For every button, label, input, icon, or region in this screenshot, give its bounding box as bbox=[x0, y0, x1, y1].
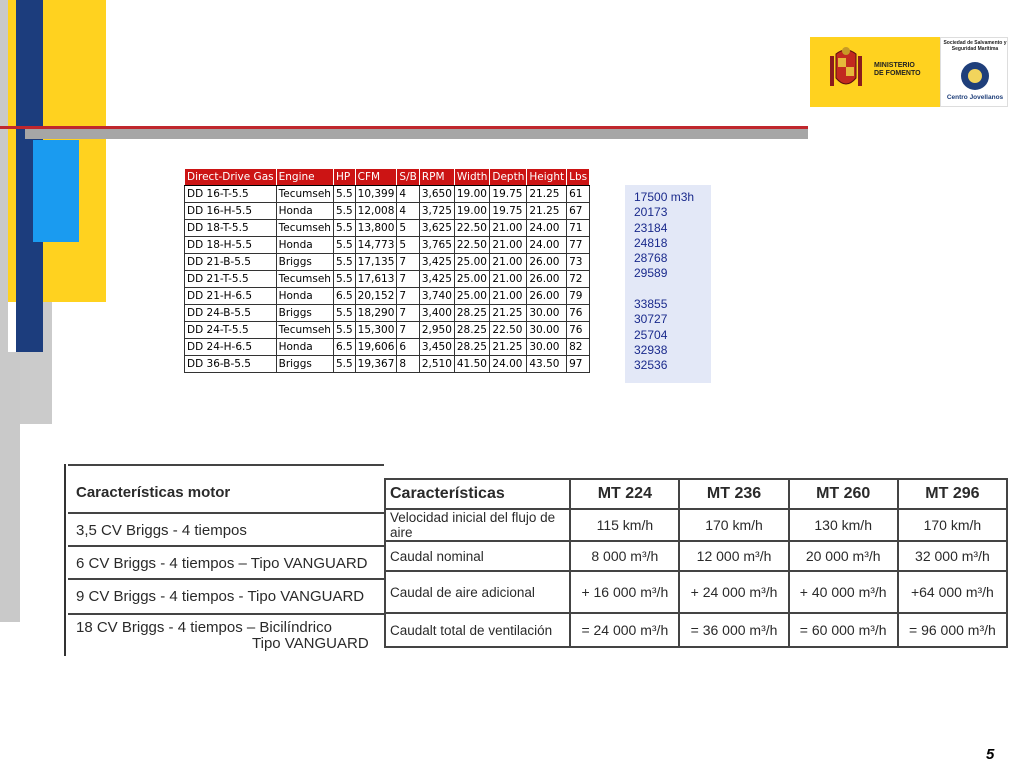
fan-table-cell: DD 24-H-6.5 bbox=[185, 339, 277, 356]
fan-table-header-cell: S/B bbox=[397, 169, 419, 186]
spec-value-cell: + 24 000 m³/h bbox=[679, 571, 788, 613]
fan-table-cell: 3,450 bbox=[419, 339, 454, 356]
fan-table-cell: 73 bbox=[567, 254, 590, 271]
spec-header-label: Características bbox=[385, 479, 570, 509]
motor-row: 6 CV Briggs - 4 tiempos – Tipo VANGUARD bbox=[68, 549, 384, 580]
motor-row: 3,5 CV Briggs - 4 tiempos bbox=[68, 516, 384, 547]
fan-table-row bbox=[185, 186, 590, 203]
fan-table-row bbox=[185, 339, 590, 356]
m3h-value: 30727 bbox=[634, 312, 668, 327]
m3h-value: 29589 bbox=[634, 266, 668, 281]
fan-table-cell: 30.00 bbox=[527, 305, 567, 322]
fan-table-header-cell: HP bbox=[333, 169, 355, 186]
fan-table-cell: 5.5 bbox=[333, 322, 355, 339]
fan-table-cell: 8 bbox=[397, 356, 419, 373]
m3h-value: 23184 bbox=[634, 220, 668, 235]
fan-table-cell: 25.00 bbox=[454, 288, 490, 305]
fan-table-cell: 4 bbox=[397, 203, 419, 220]
fan-table-cell: 5.5 bbox=[333, 356, 355, 373]
fan-table-header-cell: Engine bbox=[276, 169, 333, 186]
fan-table-cell: Briggs bbox=[276, 254, 333, 271]
fan-table-cell: 19.00 bbox=[454, 186, 490, 203]
fan-table-cell: Tecumseh bbox=[276, 322, 333, 339]
fan-table-header-cell: Lbs bbox=[567, 169, 590, 186]
fan-table-cell: 76 bbox=[567, 322, 590, 339]
fan-table-cell: 19.75 bbox=[490, 186, 527, 203]
m3h-value: 28768 bbox=[634, 251, 668, 266]
spec-table-row bbox=[385, 509, 1007, 541]
header-gray-rule bbox=[25, 129, 808, 139]
spec-value-cell: 170 km/h bbox=[898, 509, 1007, 541]
decor-gray-lower-band bbox=[0, 352, 20, 622]
fan-table-cell: DD 24-T-5.5 bbox=[185, 322, 277, 339]
fan-table-cell: 22.50 bbox=[454, 220, 490, 237]
fan-table-cell: 26.00 bbox=[527, 271, 567, 288]
fan-table-cell: 21.25 bbox=[527, 203, 567, 220]
spec-table-row bbox=[385, 571, 1007, 613]
fan-table-cell: 6.5 bbox=[333, 288, 355, 305]
spec-value-cell: = 96 000 m³/h bbox=[898, 613, 1007, 647]
fan-table-cell: 21.25 bbox=[527, 186, 567, 203]
fan-table-cell: Tecumseh bbox=[276, 271, 333, 288]
fan-table-cell: 3,725 bbox=[419, 203, 454, 220]
spec-value-cell: + 16 000 m³/h bbox=[570, 571, 679, 613]
decor-yellow-strip bbox=[8, 0, 16, 302]
spec-value-cell: +64 000 m³/h bbox=[898, 571, 1007, 613]
fan-table-cell: DD 16-T-5.5 bbox=[185, 186, 277, 203]
fan-table-cell: DD 16-H-5.5 bbox=[185, 203, 277, 220]
motor-row: 9 CV Briggs - 4 tiempos - Tipo VANGUARD bbox=[68, 582, 384, 615]
fan-table-cell: 3,425 bbox=[419, 254, 454, 271]
fan-table-cell: 5.5 bbox=[333, 254, 355, 271]
spec-header-model: MT 296 bbox=[898, 479, 1007, 509]
fan-table-cell: 12,008 bbox=[355, 203, 397, 220]
fan-table-cell: 5.5 bbox=[333, 271, 355, 288]
fan-table-cell: 3,400 bbox=[419, 305, 454, 322]
fan-table-cell: 7 bbox=[397, 288, 419, 305]
fan-table-header-row bbox=[185, 169, 590, 186]
salvamento-emblem-icon bbox=[961, 62, 989, 90]
fan-table-header-cell: Width bbox=[454, 169, 490, 186]
center-name: Centro Jovellanos bbox=[946, 94, 1004, 101]
fan-table-header-cell: Depth bbox=[490, 169, 527, 186]
fan-table-cell: 21.00 bbox=[490, 271, 527, 288]
fan-table-row bbox=[185, 356, 590, 373]
m3h-value: 20173 bbox=[634, 205, 668, 220]
fan-table-cell: 17,135 bbox=[355, 254, 397, 271]
m3h-conversion-panel bbox=[625, 185, 711, 383]
fan-table-cell: Tecumseh bbox=[276, 220, 333, 237]
fan-table-cell: 2,950 bbox=[419, 322, 454, 339]
fan-table-cell: Honda bbox=[276, 237, 333, 254]
fan-table-cell: 43.50 bbox=[527, 356, 567, 373]
fan-table-cell: 24.00 bbox=[527, 237, 567, 254]
fan-table-cell: 97 bbox=[567, 356, 590, 373]
spec-value-cell: 170 km/h bbox=[679, 509, 788, 541]
fan-table-cell: 7 bbox=[397, 254, 419, 271]
fan-table-cell: DD 18-H-5.5 bbox=[185, 237, 277, 254]
fan-table-cell: 67 bbox=[567, 203, 590, 220]
fan-table-cell: DD 18-T-5.5 bbox=[185, 220, 277, 237]
fan-table-cell: Honda bbox=[276, 288, 333, 305]
fan-table-cell: DD 21-H-6.5 bbox=[185, 288, 277, 305]
spec-header-model: MT 224 bbox=[570, 479, 679, 509]
spec-row-label: Caudal nominal bbox=[385, 541, 570, 571]
m3h-value bbox=[634, 282, 694, 297]
fan-table-header-cell: CFM bbox=[355, 169, 397, 186]
coat-of-arms-icon bbox=[826, 46, 866, 94]
fan-table-cell: 6 bbox=[397, 339, 419, 356]
fan-table-row bbox=[185, 271, 590, 288]
fan-table-cell: 10,399 bbox=[355, 186, 397, 203]
fan-table-cell: 4 bbox=[397, 186, 419, 203]
fan-table-cell: Tecumseh bbox=[276, 186, 333, 203]
fan-table-cell: 28.25 bbox=[454, 339, 490, 356]
fan-table-cell: 24.00 bbox=[490, 356, 527, 373]
fan-table-cell: 21.25 bbox=[490, 305, 527, 322]
m3h-value: 32938 bbox=[634, 342, 668, 357]
spec-value-cell: 32 000 m³/h bbox=[898, 541, 1007, 571]
fan-table-cell: 17,613 bbox=[355, 271, 397, 288]
fan-table-row bbox=[185, 237, 590, 254]
spec-value-cell: 115 km/h bbox=[570, 509, 679, 541]
fan-table-cell: 3,625 bbox=[419, 220, 454, 237]
spec-header-model: MT 236 bbox=[679, 479, 788, 509]
fan-table-row bbox=[185, 220, 590, 237]
fan-table-cell: 26.00 bbox=[527, 288, 567, 305]
fan-table-cell: 28.25 bbox=[454, 322, 490, 339]
fan-table-row bbox=[185, 203, 590, 220]
scanned-spec-section bbox=[64, 462, 1008, 658]
fan-table-cell: 26.00 bbox=[527, 254, 567, 271]
fan-table-cell: 72 bbox=[567, 271, 590, 288]
fan-table-cell: Briggs bbox=[276, 356, 333, 373]
fan-table-cell: 82 bbox=[567, 339, 590, 356]
fan-table-header-cell: Height bbox=[527, 169, 567, 186]
m3h-values-list bbox=[634, 190, 694, 374]
fan-table-cell: 76 bbox=[567, 305, 590, 322]
fan-table-cell: 30.00 bbox=[527, 339, 567, 356]
fan-table-cell: 22.50 bbox=[490, 322, 527, 339]
spec-row-label: Caudalt total de ventilación bbox=[385, 613, 570, 647]
fan-table-cell: 21.00 bbox=[490, 237, 527, 254]
fan-table-cell: 19.75 bbox=[490, 203, 527, 220]
spec-value-cell: = 60 000 m³/h bbox=[789, 613, 898, 647]
spec-table-row bbox=[385, 613, 1007, 647]
salvamento-panel bbox=[940, 37, 1008, 107]
fan-table-cell: 22.50 bbox=[454, 237, 490, 254]
m3h-value: 25704 bbox=[634, 327, 668, 342]
m3h-value: 24818 bbox=[634, 235, 668, 250]
spec-value-cell: 12 000 m³/h bbox=[679, 541, 788, 571]
fan-table-cell: 79 bbox=[567, 288, 590, 305]
fan-table-cell: DD 21-B-5.5 bbox=[185, 254, 277, 271]
fan-table-cell: 15,300 bbox=[355, 322, 397, 339]
fan-table-cell: 5.5 bbox=[333, 220, 355, 237]
fan-table-cell: 25.00 bbox=[454, 271, 490, 288]
fan-table-row bbox=[185, 288, 590, 305]
fan-table-cell: 3,425 bbox=[419, 271, 454, 288]
motor-row: 18 CV Briggs - 4 tiempos – Bicilíndrico Tipo VANGUARD bbox=[76, 619, 369, 652]
fan-table-cell: 19,606 bbox=[355, 339, 397, 356]
ministerio-fomento-panel bbox=[810, 37, 940, 107]
spec-row-label: Velocidad inicial del flujo de aire bbox=[385, 509, 570, 541]
spec-value-cell: + 40 000 m³/h bbox=[789, 571, 898, 613]
fan-table-row bbox=[185, 305, 590, 322]
m3h-value: 33855 bbox=[634, 297, 668, 312]
fan-table-cell: 21.00 bbox=[490, 288, 527, 305]
m3h-value: 32536 bbox=[634, 358, 668, 373]
ministry-logo bbox=[810, 37, 1008, 107]
fan-table-cell: Honda bbox=[276, 203, 333, 220]
fan-table-cell: 5.5 bbox=[333, 186, 355, 203]
fan-table-cell: 7 bbox=[397, 305, 419, 322]
spec-value-cell: 20 000 m³/h bbox=[789, 541, 898, 571]
fan-table-cell: 7 bbox=[397, 271, 419, 288]
fan-table-cell: DD 36-B-5.5 bbox=[185, 356, 277, 373]
fan-table-cell: 3,765 bbox=[419, 237, 454, 254]
fan-table-cell: 21.00 bbox=[490, 220, 527, 237]
fan-table-cell: 3,650 bbox=[419, 186, 454, 203]
spec-row-label: Caudal de aire adicional bbox=[385, 571, 570, 613]
society-text: Sociedad de Salvamento y Seguridad Marítima bbox=[943, 40, 1007, 52]
spec-value-cell: = 36 000 m³/h bbox=[679, 613, 788, 647]
fan-table-cell: 5 bbox=[397, 237, 419, 254]
motor-table-title: Características motor bbox=[68, 464, 384, 514]
spec-table-header-row bbox=[385, 479, 1007, 509]
spec-value-cell: 130 km/h bbox=[789, 509, 898, 541]
fan-table-cell: 24.00 bbox=[527, 220, 567, 237]
fan-table-cell: 2,510 bbox=[419, 356, 454, 373]
fan-table-cell: 28.25 bbox=[454, 305, 490, 322]
spec-table-row bbox=[385, 541, 1007, 571]
spec-value-cell: = 24 000 m³/h bbox=[570, 613, 679, 647]
fan-table-cell: 5.5 bbox=[333, 203, 355, 220]
fan-table-cell: 5.5 bbox=[333, 237, 355, 254]
fan-table-cell: 25.00 bbox=[454, 254, 490, 271]
fan-table-cell: 30.00 bbox=[527, 322, 567, 339]
motor-table bbox=[64, 464, 386, 656]
fan-table-cell: 77 bbox=[567, 237, 590, 254]
fan-table-cell: 61 bbox=[567, 186, 590, 203]
spec-header-model: MT 260 bbox=[789, 479, 898, 509]
fan-table-header-cell: Direct-Drive Gas bbox=[185, 169, 277, 186]
fan-table-row bbox=[185, 254, 590, 271]
spec-value-cell: 8 000 m³/h bbox=[570, 541, 679, 571]
fan-table-cell: 5.5 bbox=[333, 305, 355, 322]
fan-table-header-cell: RPM bbox=[419, 169, 454, 186]
fan-table-row bbox=[185, 322, 590, 339]
fan-table-cell: 71 bbox=[567, 220, 590, 237]
fan-table-cell: 7 bbox=[397, 322, 419, 339]
fan-table-cell: 41.50 bbox=[454, 356, 490, 373]
fan-table-cell: 3,740 bbox=[419, 288, 454, 305]
fan-table-cell: 20,152 bbox=[355, 288, 397, 305]
fan-table-cell: DD 21-T-5.5 bbox=[185, 271, 277, 288]
fan-table-cell: 14,773 bbox=[355, 237, 397, 254]
fan-spec-table bbox=[184, 168, 590, 373]
fan-table-cell: 19.00 bbox=[454, 203, 490, 220]
m3h-value: 17500 m3h bbox=[634, 190, 695, 204]
fan-table-cell: DD 24-B-5.5 bbox=[185, 305, 277, 322]
fan-table-cell: 19,367 bbox=[355, 356, 397, 373]
fan-table-cell: Briggs bbox=[276, 305, 333, 322]
fan-table-cell: Honda bbox=[276, 339, 333, 356]
fan-model-spec-table bbox=[384, 478, 1008, 648]
fan-table-cell: 21.00 bbox=[490, 254, 527, 271]
fan-table-cell: 5 bbox=[397, 220, 419, 237]
fan-table-cell: 21.25 bbox=[490, 339, 527, 356]
ministerio-text: MINISTERIO DE FOMENTO bbox=[874, 62, 921, 77]
fan-table-cell: 13,800 bbox=[355, 220, 397, 237]
fan-table-cell: 18,290 bbox=[355, 305, 397, 322]
decor-blue-block bbox=[33, 140, 79, 242]
fan-table-cell: 6.5 bbox=[333, 339, 355, 356]
page-number: 5 bbox=[986, 746, 995, 763]
